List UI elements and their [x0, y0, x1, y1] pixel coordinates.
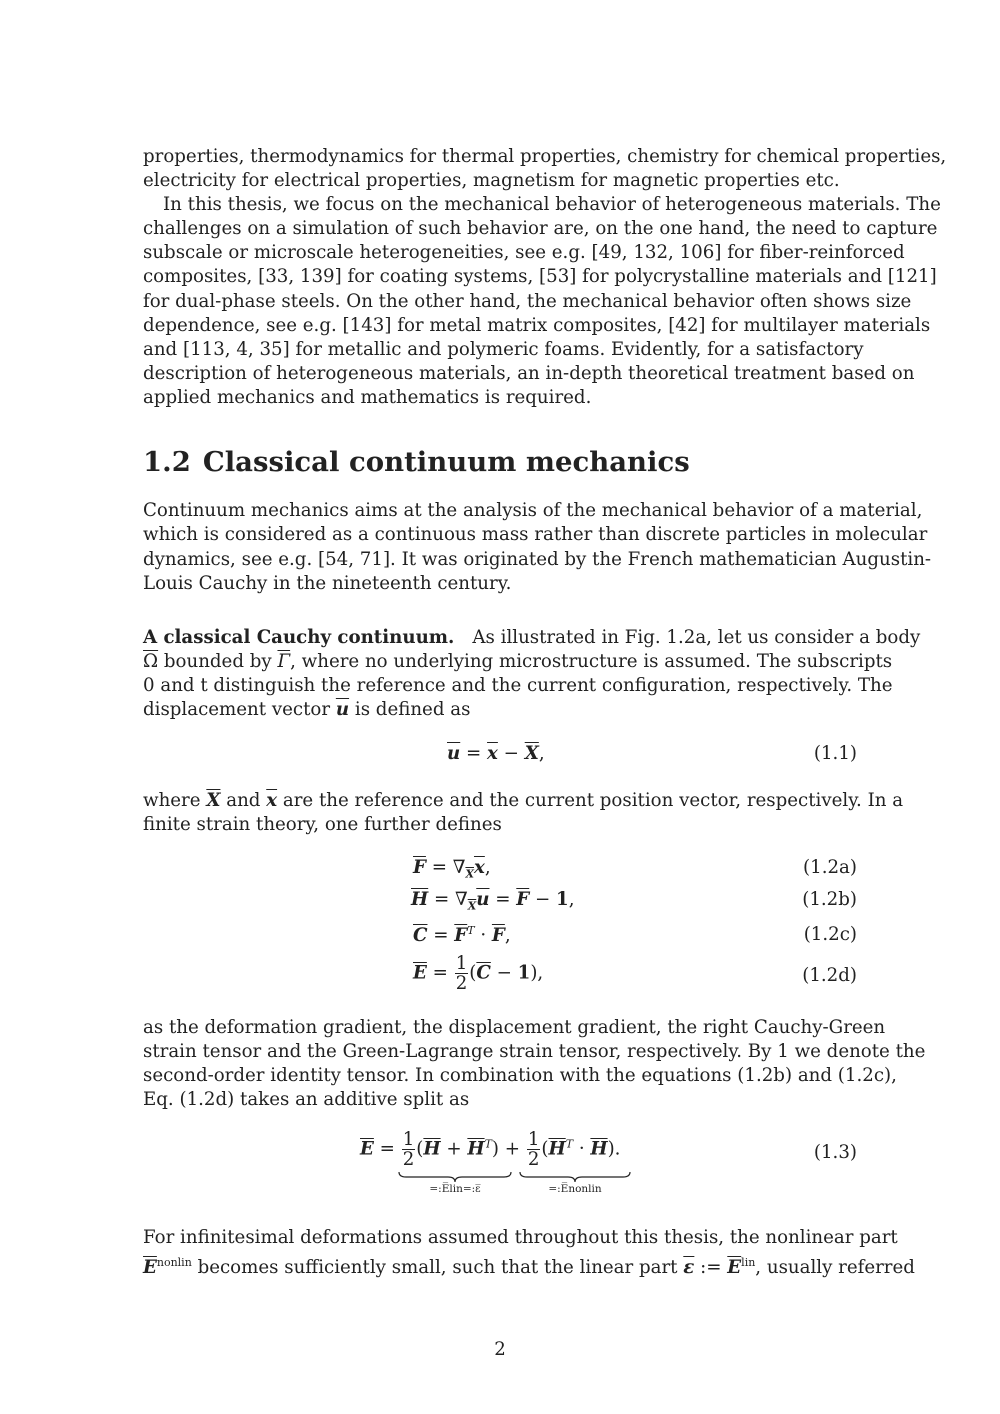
paragraph7-line-2-text-b: , usually referred	[755, 1257, 915, 1279]
paragraph5-line-1	[143, 789, 904, 813]
paragraph4-line-1-text: As illustrated in Fig. 1.2a, let us consider a body	[472, 627, 921, 648]
paragraph5-text-and: and	[226, 790, 261, 811]
paragraph2-line-1: In this thesis, we focus on the mechanical behavior of heterogeneous materials. The	[163, 194, 941, 215]
paragraph5-line-2: finite strain theory, one further defines	[143, 814, 502, 835]
section-heading	[143, 446, 690, 478]
paragraph4-line-2	[143, 650, 893, 674]
equation-1-2c: $\overline{C} = \overline{F}^T \cdot \overline{F}$,	[413, 924, 511, 947]
equation-1-3-number: (1.3)	[813, 1142, 857, 1163]
underbrace-nonlinear-label: =:E̅nonlin	[548, 1183, 602, 1195]
X-symbol: $\overline{X}$	[206, 790, 221, 811]
omega-symbol: $\overline{\Omega}$	[143, 651, 159, 672]
paragraph7-line-1: For infinitesimal deformations assumed throughout this thesis, the nonlinear part	[143, 1227, 898, 1248]
paragraph5-text-rest: are the reference and the current position vector, respectively. In a	[282, 790, 904, 811]
paragraph3-line-1: Continuum mechanics aims at the analysis of the mechanical behavior of a material,	[143, 500, 923, 521]
x-symbol: $\overline{x}$	[266, 790, 278, 811]
paragraph4-line-4-text-b: is defined as	[354, 699, 471, 720]
bounded-by-text: bounded by	[163, 651, 272, 672]
paragraph2-line-4: composites, [33, 139] for coating systems, [53] for polycrystalline materials and [121]	[143, 266, 937, 287]
paragraph3-line-4: Louis Cauchy in the nineteenth century.	[143, 573, 512, 594]
paragraph6-line-3: second-order identity tensor. In combination with the equations (1.2b) and (1.2c),	[143, 1065, 897, 1086]
paragraph6-line-4: Eq. (1.2d) takes an additive split as	[143, 1089, 470, 1110]
paragraph2-line-7: and [113, 4, 35] for metallic and polymeric foams. Evidently, for a satisfactory	[143, 339, 864, 360]
paragraph-heading: A classical Cauchy continuum.	[143, 627, 455, 648]
paragraph4-line-2-text: , where no underlying microstructure is assumed. The subscripts	[290, 651, 893, 672]
equation-1-2b-number: (1.2b)	[802, 889, 857, 910]
paragraph7-line-2-text-a: becomes sufficiently small, such that the linear part	[197, 1257, 678, 1279]
equation-1-2d-number: (1.2d)	[802, 965, 857, 986]
u-symbol: $\overline{u}$	[335, 699, 350, 720]
underbrace-linear	[398, 1171, 512, 1195]
paragraph6-line-1: as the deformation gradient, the displacement gradient, the right Cauchy-Green	[143, 1017, 886, 1038]
section-title: Classical continuum mechanics	[202, 446, 690, 478]
equation-1-2c-number: (1.2c)	[803, 924, 857, 945]
section-number: 1.2	[143, 446, 191, 478]
paragraph2-line-3: subscale or microscale heterogeneities, see e.g. [49, 132, 106] for fiber-reinforced	[143, 242, 905, 263]
paragraph5-text-where: where	[143, 790, 201, 811]
equation-1-3: $\overline{E}$ = $\frac{1}{2}$ $(\overline{H} + \overline{H}^T)$ + $\frac{1}{2}$ $(\overline{H}^T \cdot \overline{H})$.	[360, 1129, 621, 1171]
paragraph2-line-5: for dual-phase steels. On the other hand, the mechanical behavior often shows size	[143, 291, 912, 312]
paragraph4-line-4	[143, 698, 857, 722]
paragraph4-line-3: 0 and t distinguish the reference and the current configuration, respectively. The	[143, 675, 893, 696]
paragraph4-line-1	[143, 626, 921, 650]
paragraph1-line-1: properties, thermodynamics for thermal properties, chemistry for chemical properties,	[143, 146, 947, 167]
paragraph6-line-2: strain tensor and the Green-Lagrange strain tensor, respectively. By 1 we denote the	[143, 1041, 926, 1062]
equation-1-2a-number: (1.2a)	[803, 857, 857, 878]
equation-1-2d: $\overline{E}$ = $\frac{1}{2}$ $(\overline{C} - 1)$,	[413, 953, 544, 995]
paragraph2-line-2: challenges on a simulation of such behavior are, on the one hand, the need to capture	[143, 218, 938, 239]
equation-1-2a: $\overline{F} = \nabla_{\overline{X}}\overline{x}$,	[413, 857, 491, 881]
paragraph7-line-2: $\overline{E}^{nonlin}$ becomes sufficiently small, such that the linear part $\overline{\varepsilon}$ := $\overline{E}^{lin}$, usually referred	[143, 1256, 915, 1279]
paragraph2-line-8: description of heterogeneous materials, an in-depth theoretical treatment based on	[143, 363, 915, 384]
gamma-symbol: $\overline{\Gamma}$	[277, 651, 291, 672]
paragraph1-line-2: electricity for electrical properties, magnetism for magnetic properties etc.	[143, 170, 840, 191]
equation-1-1-number: (1.1)	[813, 743, 857, 764]
equation-1-2b: $\overline{H} = \nabla_{\overline{X}}\overline{u} = \overline{F} - 1$,	[411, 889, 575, 913]
equation-1-1: $\overline{u} = \overline{x} - \overline{X}$,	[447, 743, 545, 764]
paragraph4-line-4-text-a: displacement vector	[143, 699, 331, 720]
paragraph3-line-3: dynamics, see e.g. [54, 71]. It was originated by the French mathematician Augustin-	[143, 549, 932, 570]
paragraph3-line-2: which is considered as a continuous mass rather than discrete particles in molecular	[143, 524, 928, 545]
underbrace-linear-label: =:E̅lin=:ε̅	[429, 1183, 481, 1195]
paragraph2-line-9: applied mechanics and mathematics is required.	[143, 387, 592, 408]
paragraph2-line-6: dependence, see e.g. [143] for metal matrix composites, [42] for multilayer materials	[143, 315, 931, 336]
page-number: 2	[494, 1339, 506, 1360]
underbrace-nonlinear	[519, 1171, 631, 1195]
